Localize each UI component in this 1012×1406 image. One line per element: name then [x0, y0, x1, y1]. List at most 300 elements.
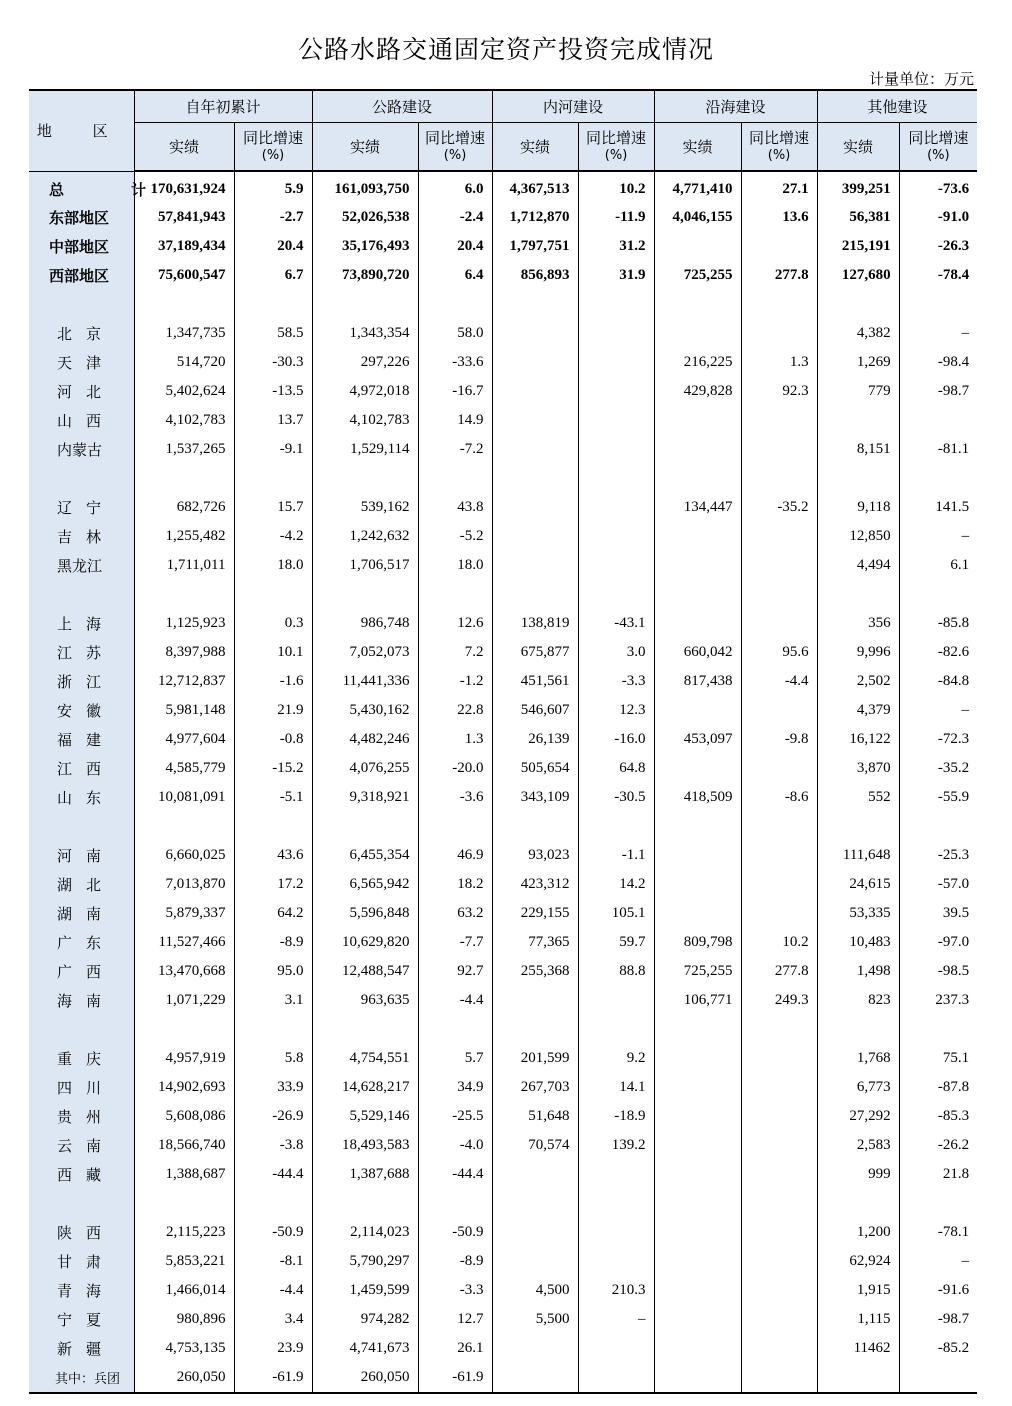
actual-cell	[654, 841, 741, 870]
yoy-cell: 139.2	[578, 1131, 654, 1160]
actual-cell: 986,748	[312, 609, 418, 638]
actual-cell: 255,368	[492, 957, 578, 986]
table-row	[29, 522, 977, 551]
yoy-cell	[741, 754, 817, 783]
table-row	[29, 348, 977, 377]
yoy-cell: 18.2	[418, 870, 492, 899]
yoy-cell: 64.2	[234, 899, 312, 928]
yoy-cell	[741, 1363, 817, 1393]
actual-cell: 1,200	[817, 1218, 899, 1247]
table-row	[29, 1363, 977, 1393]
yoy-header: 同比增速 (%)	[418, 123, 492, 172]
actual-cell: 5,529,146	[312, 1102, 418, 1131]
region-name: 其中：兵团	[29, 1363, 134, 1393]
yoy-cell: -73.6	[899, 171, 977, 203]
yoy-cell: 5.9	[234, 171, 312, 203]
actual-cell	[492, 406, 578, 435]
actual-cell	[654, 1218, 741, 1247]
table-row	[29, 1073, 977, 1102]
yoy-cell: 59.7	[578, 928, 654, 957]
yoy-cell	[899, 406, 977, 435]
region-name: 新疆	[29, 1334, 134, 1363]
actual-cell: 11,441,336	[312, 667, 418, 696]
yoy-cell: 15.7	[234, 493, 312, 522]
yoy-cell: 95.0	[234, 957, 312, 986]
yoy-cell: -2.4	[418, 203, 492, 232]
yoy-cell: -55.9	[899, 783, 977, 812]
spacer-row	[29, 1015, 977, 1044]
actual-cell: 817,438	[654, 667, 741, 696]
region-name: 山西	[29, 406, 134, 435]
region-name: 陕西	[29, 1218, 134, 1247]
table-row	[29, 493, 977, 522]
actual-cell	[492, 1160, 578, 1189]
table-row	[29, 696, 977, 725]
actual-cell: 856,893	[492, 261, 578, 290]
actual-cell: 4,972,018	[312, 377, 418, 406]
yoy-cell	[741, 696, 817, 725]
yoy-cell: 10.2	[741, 928, 817, 957]
yoy-cell: 14.9	[418, 406, 492, 435]
actual-cell: 62,924	[817, 1247, 899, 1276]
actual-cell	[492, 1247, 578, 1276]
actual-cell: 18,493,583	[312, 1131, 418, 1160]
yoy-cell	[741, 870, 817, 899]
actual-cell: 552	[817, 783, 899, 812]
yoy-cell: -35.2	[899, 754, 977, 783]
actual-cell: 260,050	[312, 1363, 418, 1393]
yoy-cell: 10.2	[578, 171, 654, 203]
actual-cell: 1,115	[817, 1305, 899, 1334]
actual-cell: 4,102,783	[134, 406, 234, 435]
actual-cell: 2,502	[817, 667, 899, 696]
table-row	[29, 1218, 977, 1247]
actual-cell: 2,583	[817, 1131, 899, 1160]
actual-cell: 999	[817, 1160, 899, 1189]
actual-header: 实绩	[492, 123, 578, 172]
yoy-cell: -91.6	[899, 1276, 977, 1305]
yoy-cell: 1.3	[418, 725, 492, 754]
yoy-cell: -1.6	[234, 667, 312, 696]
actual-cell: 1,125,923	[134, 609, 234, 638]
region-name: 江苏	[29, 638, 134, 667]
yoy-cell: –	[899, 1247, 977, 1276]
yoy-cell: 141.5	[899, 493, 977, 522]
spacer-row	[29, 812, 977, 841]
yoy-cell: 92.3	[741, 377, 817, 406]
actual-cell: 4,076,255	[312, 754, 418, 783]
region-name: 河南	[29, 841, 134, 870]
actual-cell: 13,470,668	[134, 957, 234, 986]
region-name: 云南	[29, 1131, 134, 1160]
actual-cell: 5,981,148	[134, 696, 234, 725]
spacer-row	[29, 580, 977, 609]
actual-cell: 53,335	[817, 899, 899, 928]
actual-cell	[654, 1305, 741, 1334]
actual-cell: 1,711,011	[134, 551, 234, 580]
table-row	[29, 725, 977, 754]
yoy-cell: 18.0	[234, 551, 312, 580]
actual-cell	[654, 319, 741, 348]
actual-cell: 35,176,493	[312, 232, 418, 261]
actual-cell	[492, 551, 578, 580]
actual-cell	[654, 232, 741, 261]
yoy-cell: 277.8	[741, 957, 817, 986]
yoy-cell	[741, 1334, 817, 1363]
actual-header: 实绩	[134, 123, 234, 172]
yoy-cell	[741, 841, 817, 870]
summary-row	[29, 232, 977, 261]
actual-cell: 267,703	[492, 1073, 578, 1102]
actual-header: 实绩	[817, 123, 899, 172]
yoy-cell	[741, 609, 817, 638]
yoy-cell: -50.9	[418, 1218, 492, 1247]
actual-cell: 1,706,517	[312, 551, 418, 580]
yoy-cell: -13.5	[234, 377, 312, 406]
actual-cell: 297,226	[312, 348, 418, 377]
yoy-header: 同比增速 (%)	[741, 123, 817, 172]
yoy-cell: 63.2	[418, 899, 492, 928]
actual-cell: 974,282	[312, 1305, 418, 1334]
table-row	[29, 957, 977, 986]
actual-cell: 7,013,870	[134, 870, 234, 899]
actual-cell	[654, 696, 741, 725]
yoy-cell	[741, 551, 817, 580]
region-name: 青海	[29, 1276, 134, 1305]
yoy-cell: -85.8	[899, 609, 977, 638]
actual-cell: 809,798	[654, 928, 741, 957]
actual-cell: 14,902,693	[134, 1073, 234, 1102]
spacer-row	[29, 464, 977, 493]
yoy-cell: 14.1	[578, 1073, 654, 1102]
actual-cell: 56,381	[817, 203, 899, 232]
actual-cell: 75,600,547	[134, 261, 234, 290]
yoy-cell	[741, 1305, 817, 1334]
yoy-cell: -91.0	[899, 203, 977, 232]
actual-cell: 6,565,942	[312, 870, 418, 899]
actual-cell: 215,191	[817, 232, 899, 261]
actual-cell: 73,890,720	[312, 261, 418, 290]
actual-cell: 10,629,820	[312, 928, 418, 957]
yoy-cell	[578, 1247, 654, 1276]
actual-cell: 5,790,297	[312, 1247, 418, 1276]
yoy-cell	[741, 1276, 817, 1305]
yoy-cell: 88.8	[578, 957, 654, 986]
actual-cell	[654, 1247, 741, 1276]
actual-cell: 4,771,410	[654, 171, 741, 203]
spacer-row	[29, 290, 977, 319]
actual-cell	[654, 1334, 741, 1363]
table-row	[29, 1102, 977, 1131]
yoy-cell	[578, 435, 654, 464]
actual-cell: 5,402,624	[134, 377, 234, 406]
yoy-cell: 17.2	[234, 870, 312, 899]
actual-cell: 1,459,599	[312, 1276, 418, 1305]
region-name: 上海	[29, 609, 134, 638]
table-row	[29, 1276, 977, 1305]
yoy-cell: -9.8	[741, 725, 817, 754]
region-name: 江西	[29, 754, 134, 783]
yoy-cell: 34.9	[418, 1073, 492, 1102]
yoy-header: 同比增速 (%)	[234, 123, 312, 172]
yoy-cell: -4.2	[234, 522, 312, 551]
actual-cell	[654, 870, 741, 899]
region-header: 地 区	[29, 90, 134, 171]
region-name: 广东	[29, 928, 134, 957]
yoy-header: 同比增速 (%)	[578, 123, 654, 172]
yoy-cell: 58.5	[234, 319, 312, 348]
actual-cell: 539,162	[312, 493, 418, 522]
table-row	[29, 551, 977, 580]
yoy-cell: 13.6	[741, 203, 817, 232]
actual-cell	[817, 406, 899, 435]
actual-cell	[492, 377, 578, 406]
yoy-cell	[578, 406, 654, 435]
yoy-cell: -4.4	[741, 667, 817, 696]
yoy-cell	[578, 551, 654, 580]
actual-cell: 505,654	[492, 754, 578, 783]
actual-cell: 201,599	[492, 1044, 578, 1073]
yoy-cell: 7.2	[418, 638, 492, 667]
actual-cell: 5,608,086	[134, 1102, 234, 1131]
yoy-cell: -72.3	[899, 725, 977, 754]
yoy-cell	[741, 899, 817, 928]
actual-cell: 453,097	[654, 725, 741, 754]
summary-row	[29, 171, 977, 203]
yoy-cell: -3.6	[418, 783, 492, 812]
table-row	[29, 1160, 977, 1189]
yoy-cell: -61.9	[418, 1363, 492, 1393]
region-name: 东部地区	[29, 203, 134, 232]
yoy-cell: 12.7	[418, 1305, 492, 1334]
yoy-cell: -35.2	[741, 493, 817, 522]
yoy-cell: 237.3	[899, 986, 977, 1015]
yoy-cell: -5.1	[234, 783, 312, 812]
actual-cell: 418,509	[654, 783, 741, 812]
actual-cell: 26,139	[492, 725, 578, 754]
actual-cell: 24,615	[817, 870, 899, 899]
yoy-cell: -81.1	[899, 435, 977, 464]
actual-cell: 4,754,551	[312, 1044, 418, 1073]
yoy-cell: –	[578, 1305, 654, 1334]
yoy-cell: -5.2	[418, 522, 492, 551]
yoy-cell: -3.8	[234, 1131, 312, 1160]
actual-cell	[654, 609, 741, 638]
region-name: 西部地区	[29, 261, 134, 290]
actual-cell: 93,023	[492, 841, 578, 870]
actual-cell: 1,388,687	[134, 1160, 234, 1189]
yoy-cell: 58.0	[418, 319, 492, 348]
actual-cell: 134,447	[654, 493, 741, 522]
yoy-cell: 21.9	[234, 696, 312, 725]
yoy-cell: 105.1	[578, 899, 654, 928]
actual-cell: 1,712,870	[492, 203, 578, 232]
yoy-cell: 20.4	[234, 232, 312, 261]
actual-cell: 4,500	[492, 1276, 578, 1305]
actual-cell: 343,109	[492, 783, 578, 812]
actual-cell: 2,115,223	[134, 1218, 234, 1247]
yoy-cell: 33.9	[234, 1073, 312, 1102]
actual-cell: 216,225	[654, 348, 741, 377]
actual-cell: 260,050	[134, 1363, 234, 1393]
actual-cell: 451,561	[492, 667, 578, 696]
yoy-cell: 27.1	[741, 171, 817, 203]
table-row	[29, 841, 977, 870]
actual-cell: 1,255,482	[134, 522, 234, 551]
actual-cell: 5,879,337	[134, 899, 234, 928]
actual-cell: 16,122	[817, 725, 899, 754]
yoy-cell: -1.2	[418, 667, 492, 696]
yoy-cell: -98.4	[899, 348, 977, 377]
region-name: 黑龙江	[29, 551, 134, 580]
actual-cell: 138,819	[492, 609, 578, 638]
yoy-cell: -18.9	[578, 1102, 654, 1131]
region-name: 湖北	[29, 870, 134, 899]
table-row	[29, 986, 977, 1015]
actual-cell: 1,498	[817, 957, 899, 986]
actual-cell: 6,660,025	[134, 841, 234, 870]
yoy-cell: -15.2	[234, 754, 312, 783]
actual-cell	[492, 522, 578, 551]
yoy-cell: -16.0	[578, 725, 654, 754]
yoy-cell: 6.0	[418, 171, 492, 203]
actual-cell	[654, 406, 741, 435]
yoy-cell: -26.2	[899, 1131, 977, 1160]
yoy-cell: 39.5	[899, 899, 977, 928]
actual-cell: 725,255	[654, 957, 741, 986]
yoy-cell	[578, 1363, 654, 1393]
table-row	[29, 870, 977, 899]
actual-cell	[492, 493, 578, 522]
yoy-cell: -50.9	[234, 1218, 312, 1247]
yoy-cell	[578, 1160, 654, 1189]
yoy-cell	[741, 232, 817, 261]
yoy-cell: 3.1	[234, 986, 312, 1015]
spacer-row	[29, 1189, 977, 1218]
actual-cell: 429,828	[654, 377, 741, 406]
yoy-cell: 31.2	[578, 232, 654, 261]
yoy-cell	[899, 1363, 977, 1393]
table-row	[29, 928, 977, 957]
yoy-cell: -44.4	[418, 1160, 492, 1189]
actual-cell: 77,365	[492, 928, 578, 957]
yoy-cell: 92.7	[418, 957, 492, 986]
actual-cell: 11462	[817, 1334, 899, 1363]
actual-cell: 8,397,988	[134, 638, 234, 667]
summary-row	[29, 203, 977, 232]
actual-cell: 10,483	[817, 928, 899, 957]
yoy-cell: -8.9	[234, 928, 312, 957]
actual-cell	[654, 1073, 741, 1102]
yoy-cell: -26.3	[899, 232, 977, 261]
yoy-cell: -1.1	[578, 841, 654, 870]
yoy-cell	[578, 522, 654, 551]
actual-cell: 1,347,735	[134, 319, 234, 348]
actual-cell: 546,607	[492, 696, 578, 725]
table-row	[29, 667, 977, 696]
yoy-cell: 5.7	[418, 1044, 492, 1073]
group-header-inland: 内河建设	[492, 90, 654, 123]
yoy-cell: 20.4	[418, 232, 492, 261]
yoy-cell: –	[899, 696, 977, 725]
table-row	[29, 609, 977, 638]
actual-cell: 3,870	[817, 754, 899, 783]
region-name: 海南	[29, 986, 134, 1015]
yoy-cell: 9.2	[578, 1044, 654, 1073]
yoy-cell: -8.9	[418, 1247, 492, 1276]
actual-cell	[654, 1102, 741, 1131]
yoy-cell: -11.9	[578, 203, 654, 232]
region-name: 浙江	[29, 667, 134, 696]
region-name: 天津	[29, 348, 134, 377]
actual-cell: 1,768	[817, 1044, 899, 1073]
actual-cell: 9,318,921	[312, 783, 418, 812]
table-row	[29, 638, 977, 667]
yoy-cell: -78.4	[899, 261, 977, 290]
region-name: 山东	[29, 783, 134, 812]
actual-cell: 10,081,091	[134, 783, 234, 812]
yoy-cell: -4.4	[234, 1276, 312, 1305]
yoy-cell	[741, 1073, 817, 1102]
actual-cell: 1,269	[817, 348, 899, 377]
actual-cell	[654, 551, 741, 580]
yoy-cell: -4.4	[418, 986, 492, 1015]
actual-cell	[492, 319, 578, 348]
actual-cell: 5,500	[492, 1305, 578, 1334]
actual-cell: 1,466,014	[134, 1276, 234, 1305]
actual-cell: 229,155	[492, 899, 578, 928]
actual-cell: 52,026,538	[312, 203, 418, 232]
actual-cell	[817, 1363, 899, 1393]
region-name: 贵州	[29, 1102, 134, 1131]
actual-cell: 1,071,229	[134, 986, 234, 1015]
actual-cell: 37,189,434	[134, 232, 234, 261]
actual-cell: 1,915	[817, 1276, 899, 1305]
actual-cell: 4,482,246	[312, 725, 418, 754]
actual-cell	[654, 1363, 741, 1393]
region-name: 四川	[29, 1073, 134, 1102]
yoy-cell: 3.4	[234, 1305, 312, 1334]
actual-cell: 51,648	[492, 1102, 578, 1131]
actual-cell: 5,430,162	[312, 696, 418, 725]
actual-cell: 1,797,751	[492, 232, 578, 261]
region-name: 河北	[29, 377, 134, 406]
region-name: 重庆	[29, 1044, 134, 1073]
yoy-cell: 22.8	[418, 696, 492, 725]
actual-cell: 4,957,919	[134, 1044, 234, 1073]
yoy-cell	[578, 319, 654, 348]
table-row	[29, 1131, 977, 1160]
yoy-cell: 1.3	[741, 348, 817, 377]
actual-cell: 399,251	[817, 171, 899, 203]
actual-cell: 823	[817, 986, 899, 1015]
actual-cell: 963,635	[312, 986, 418, 1015]
actual-cell: 57,841,943	[134, 203, 234, 232]
actual-cell: 725,255	[654, 261, 741, 290]
yoy-cell: -20.0	[418, 754, 492, 783]
yoy-cell	[741, 1247, 817, 1276]
actual-cell: 127,680	[817, 261, 899, 290]
yoy-cell: -98.7	[899, 1305, 977, 1334]
actual-cell: 1,537,265	[134, 435, 234, 464]
group-header-other: 其他建设	[817, 90, 977, 123]
yoy-cell: 10.1	[234, 638, 312, 667]
table-row	[29, 899, 977, 928]
yoy-cell: -26.9	[234, 1102, 312, 1131]
yoy-cell: 12.6	[418, 609, 492, 638]
table-row	[29, 1247, 977, 1276]
actual-cell	[492, 1334, 578, 1363]
